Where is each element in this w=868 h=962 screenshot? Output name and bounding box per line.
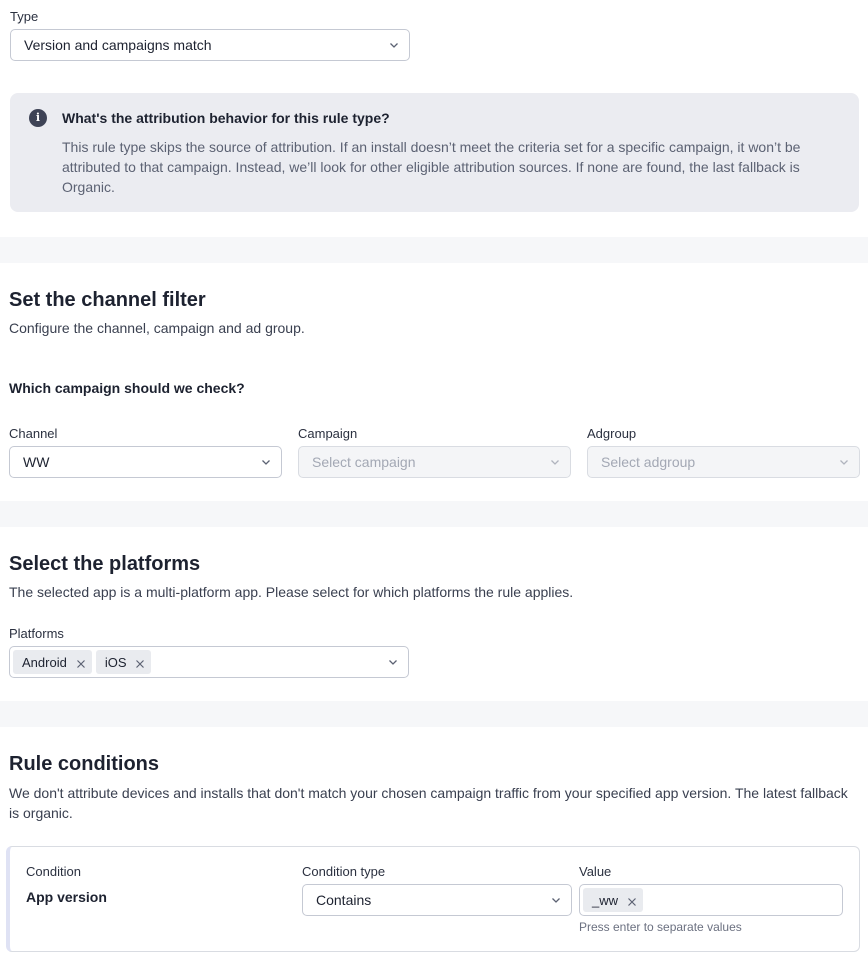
platform-tag-android xyxy=(13,650,92,674)
platforms-subtitle: The selected app is a multi-platform app. Please select for which platforms the rule applies. xyxy=(9,584,574,600)
campaign-select-placeholder: Select campaign xyxy=(312,454,416,470)
rule-conditions-subtitle: We don't attribute devices and installs that don't match your chosen campaign traffic from your specified app version. The latest fallback is organic. xyxy=(9,785,848,821)
adgroup-label: Adgroup xyxy=(587,426,637,441)
close-icon[interactable] xyxy=(76,657,86,667)
value-hint: Press enter to separate values xyxy=(579,920,742,934)
chevron-down-icon xyxy=(550,457,560,467)
condition-type-label: Condition type xyxy=(302,864,386,879)
adgroup-select-placeholder: Select adgroup xyxy=(601,454,696,470)
campaign-select[interactable] xyxy=(298,446,571,478)
value-tag-input[interactable] xyxy=(579,884,843,916)
channel-select[interactable] xyxy=(9,446,282,478)
info-icon: i xyxy=(29,109,47,127)
chevron-down-icon xyxy=(389,40,399,50)
info-body: This rule type skips the source of attribution. If an install doesn’t meet the criteria set for a specific campaign, it won’t be attributed to that campaign. Instead, we’ll look for other eligible attribution sources. If none are found, the last fallback is Organic. xyxy=(62,139,801,195)
condition-label: Condition xyxy=(26,864,81,879)
chevron-down-icon xyxy=(388,657,398,667)
type-select-value: Version and campaigns match xyxy=(24,37,212,53)
condition-type-select[interactable] xyxy=(302,884,572,916)
type-label: Type xyxy=(10,9,39,24)
chevron-down-icon xyxy=(261,457,271,467)
campaign-question: Which campaign should we check? xyxy=(9,380,245,396)
chevron-down-icon xyxy=(551,895,561,905)
type-section xyxy=(0,0,868,237)
platforms-multiselect[interactable] xyxy=(9,646,409,678)
info-title: What's the attribution behavior for this rule type? xyxy=(62,110,390,126)
close-icon[interactable] xyxy=(135,657,145,667)
platforms-title: Select the platforms xyxy=(9,553,201,575)
chevron-down-icon xyxy=(839,457,849,467)
close-icon[interactable] xyxy=(627,895,637,905)
channel-filter-subtitle: Configure the channel, campaign and ad group. xyxy=(9,320,305,336)
campaign-label: Campaign xyxy=(298,426,358,441)
attribution-info-box xyxy=(10,93,859,212)
channel-label: Channel xyxy=(9,426,58,441)
rule-conditions-title: Rule conditions xyxy=(9,753,159,775)
channel-select-value: WW xyxy=(23,454,50,470)
type-select[interactable] xyxy=(10,29,410,61)
condition-value: App version xyxy=(26,889,107,905)
condition-card xyxy=(6,846,860,952)
value-tag-label: _ww xyxy=(592,892,619,908)
adgroup-select[interactable] xyxy=(587,446,860,478)
value-label: Value xyxy=(579,864,612,879)
channel-filter-section xyxy=(0,263,868,501)
value-tag xyxy=(583,888,643,912)
platforms-label: Platforms xyxy=(9,626,64,641)
platform-tag-ios xyxy=(96,650,152,674)
platform-tag-label: Android xyxy=(22,654,67,670)
channel-filter-title: Set the channel filter xyxy=(9,289,206,311)
platforms-section xyxy=(0,527,868,701)
platform-tag-label: iOS xyxy=(104,654,127,670)
condition-type-value: Contains xyxy=(316,892,372,908)
